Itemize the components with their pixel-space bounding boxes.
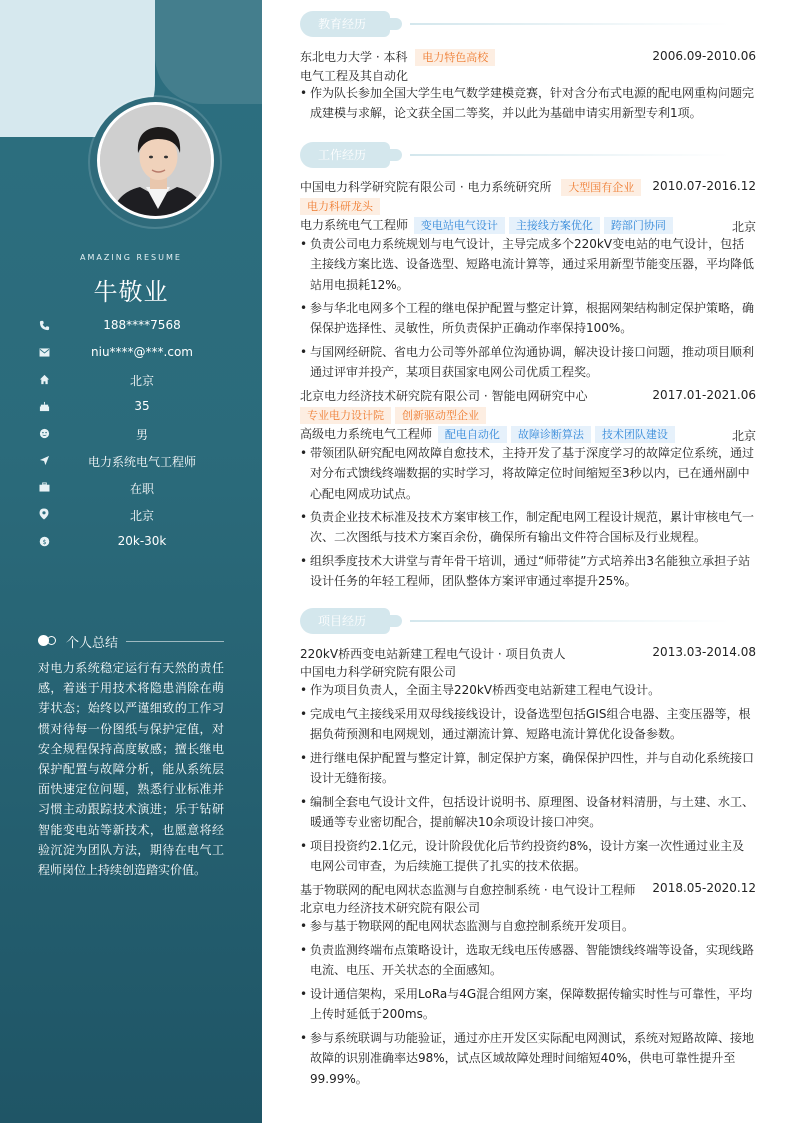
list-item: • 作为项目负责人，全面主导220kV桥西变电站新建工程电气设计。 [300, 680, 756, 700]
list-item: • 参与基于物联网的配电网状态监测与自愈控制系统开发项目。 [300, 916, 756, 936]
decorative-shape [155, 0, 262, 104]
divider [410, 154, 730, 156]
job-tag-row [300, 198, 384, 215]
divider [126, 641, 224, 642]
project-org: 中国电力科学研究院有限公司 [300, 665, 457, 679]
list-item: • 组织季度技术大讲堂与青年骨干培训，通过“师带徒”方式培养出3名能独立承担子站设计任务的年轻工程师，团队整体方案评审通过率提升25%。 [300, 551, 756, 592]
summary-title: 个人总结 [66, 636, 119, 651]
job-city: 北京 [731, 220, 756, 234]
list-item: • 负责企业技术标准及技术方案审核工作，制定配电网工程设计规范，累计审核电气一次、二次图纸与技术方案百余份，确保所有输出文件符合国标及行业规程。 [300, 507, 756, 548]
list-item: • 带领团队研究配电网故障自愈技术，主持开发了基于深度学习的故障定位系统，通过对分布式馈线终端数据的实时学习，将故障定位时间缩短至3秒以内，已在通州副中心配电网成功试点。 [300, 443, 756, 504]
email-value: niu****@***.com [91, 345, 193, 359]
gender-value: 男 [135, 428, 148, 442]
list-item: • 与国网经研院、省电力公司等外部单位沟通协调，解决设计接口问题，推动项目顺利通过评审并投产，某项目获国家电网公司优质工程奖。 [300, 342, 756, 383]
info-phone [0, 316, 262, 336]
skill-tag: 故障诊断算法 [511, 426, 591, 443]
list-item: • 负责监测终端布点策略设计，选取无线电压传感器、智能馈线终端等设备，实现线路电流、电压、开关状态的全面感知。 [300, 940, 756, 981]
edu-dates: 2006.09-2010.06 [652, 49, 756, 63]
skill-tag: 技术团队建设 [595, 426, 675, 443]
info-gender [0, 424, 262, 444]
resume-tagline: AMAZING RESUME [80, 253, 182, 262]
list-item: • 作为队长参加全国大学生电气数学建模竞赛，针对含分布式电源的配电网重构问题完成建模与求解，论文获全国二等奖，并以此为基础申请实用新型专利1项。 [300, 83, 756, 124]
divider [410, 620, 730, 622]
skill-tag: 变电站电气设计 [414, 217, 505, 234]
phone-value: 188****7568 [103, 318, 181, 332]
job-role: 电力系统电气工程师 [300, 218, 409, 232]
list-item: • 设计通信架构，采用LoRa与4G混合组网方案，保障数据传输实时性与可靠性，平均上传时延低于200ms。 [300, 984, 756, 1025]
phone-icon [38, 319, 50, 331]
home-value: 北京 [129, 374, 154, 388]
school-name: 东北电力大学 · 本科 [300, 50, 408, 64]
send-icon [38, 454, 50, 466]
section-title: 项目经历 [300, 608, 390, 634]
position-value: 电力系统电气工程师 [87, 455, 196, 469]
gender-icon [38, 427, 50, 439]
edu-school-row [300, 48, 499, 66]
skill-tag: 主接线方案优化 [509, 217, 600, 234]
location-icon [38, 508, 50, 520]
job-tag-row [300, 407, 490, 424]
job-dates: 2017.01-2021.06 [652, 388, 756, 402]
email-icon [38, 346, 50, 358]
company-tag: 大型国有企业 [561, 179, 641, 196]
money-icon [38, 535, 50, 547]
age-value: 35 [134, 399, 150, 413]
project-name: 220kV桥西变电站新建工程电气设计 · 项目负责人 [300, 647, 566, 661]
company-tag: 创新驱动型企业 [395, 407, 486, 424]
job-role-row [300, 216, 677, 234]
info-salary [0, 532, 262, 552]
summary-heading [38, 632, 224, 650]
section-title: 工作经历 [300, 142, 390, 168]
sidebar [0, 0, 262, 1123]
list-item: • 参与系统联调与功能验证，通过亦庄开发区实际配电网测试，系统对短路故障、接地故障的识别准确率达98%，试点区域故障处理时间缩短40%，供电可靠性提升至99.99%。 [300, 1028, 756, 1089]
divider [410, 23, 730, 25]
job-company-row [300, 178, 645, 196]
cake-icon [38, 400, 50, 412]
info-position [0, 451, 262, 471]
dots-icon [38, 635, 58, 647]
section-work-header [300, 142, 730, 168]
info-age [0, 397, 262, 417]
skill-tag: 跨部门协同 [604, 217, 673, 234]
job-role: 高级电力系统电气工程师 [300, 427, 433, 441]
location-value: 北京 [129, 509, 154, 523]
project-dates: 2018.05-2020.12 [652, 881, 756, 895]
company-tag: 电力科研龙头 [300, 198, 380, 215]
list-item: • 进行继电保护配置与整定计算，制定保护方案，确保保护四性，并与自动化系统接口设计无缝衔接。 [300, 748, 756, 789]
edu-major: 电气工程及其自动化 [300, 69, 409, 83]
list-item: • 完成电气主接线采用双母线接线设计，设备选型包括GIS组合电器、主变压器等，根据负荷预测和电网规划，通过潮流计算、短路电流计算优化设备参数。 [300, 704, 756, 745]
status-value: 在职 [129, 482, 154, 496]
job-company-row [300, 387, 587, 404]
candidate-name: 牛敬业 [93, 278, 169, 306]
briefcase-icon [38, 481, 50, 493]
company-tag: 专业电力设计院 [300, 407, 391, 424]
job-role-row [300, 425, 679, 443]
project-name: 基于物联网的配电网状态监测与自愈控制系统 · 电气设计工程师 [300, 883, 636, 897]
list-item: • 参与华北电网多个工程的继电保护配置与整定计算，根据网架结构制定保护策略，确保保护选择性、灵敏性，所负责保护正确动作率保持100%。 [300, 298, 756, 339]
skill-tag: 配电自动化 [438, 426, 507, 443]
list-item: • 负责公司电力系统规划与电气设计，主导完成多个220kV变电站的电气设计，包括主接线方案比选、设备选型、短路电流计算等，通过采用新型节能变压器，平均降低站用电损耗12%。 [300, 234, 756, 295]
section-education-header [300, 11, 730, 37]
profile-photo [97, 102, 214, 219]
info-location [0, 505, 262, 525]
project-org: 北京电力经济技术研究院有限公司 [300, 901, 481, 915]
summary-text: 对电力系统稳定运行有天然的责任感，着迷于用技术将隐患消除在萌芽状态；始终以严谨细致的工作习惯对待每一份图纸与保护定值，对安全规程保持高度敏感；擅长继电保护配置与故障分析，能从系统层面快速定位问题，熟悉行业标准并习惯主动跟踪技术演进；乐于钻研智能变电站等新技术，也愿意将经验沉淀为团队方法，期待在电气工程师岗位上持续创造踏实价值。 [38, 661, 224, 878]
home-icon [38, 373, 50, 385]
info-status [0, 478, 262, 498]
info-email [0, 343, 262, 363]
svg-text:$: $ [41, 537, 47, 546]
company-name: 中国电力科学研究院有限公司 · 电力系统研究所 [300, 180, 552, 194]
list-item: • 编制全套电气设计文件，包括设计说明书、原理图、设备材料清册，与土建、水工、暖通等专业密切配合，提前解决10余项设计接口冲突。 [300, 792, 756, 833]
list-item: • 项目投资约2.1亿元，设计阶段优化后节约投资约8%，设计方案一次性通过业主及电网公司审查，为后续施工提供了扎实的技术依据。 [300, 836, 756, 877]
info-home [0, 370, 262, 390]
job-dates: 2010.07-2016.12 [652, 179, 756, 193]
company-name: 北京电力经济技术研究院有限公司 · 智能电网研究中心 [300, 389, 588, 403]
job-city: 北京 [731, 429, 756, 443]
section-projects-header [300, 608, 730, 634]
project-dates: 2013.03-2014.08 [652, 645, 756, 659]
salary-value: 20k-30k [117, 534, 167, 548]
school-tag: 电力特色高校 [415, 49, 495, 66]
section-title: 教育经历 [300, 11, 390, 37]
